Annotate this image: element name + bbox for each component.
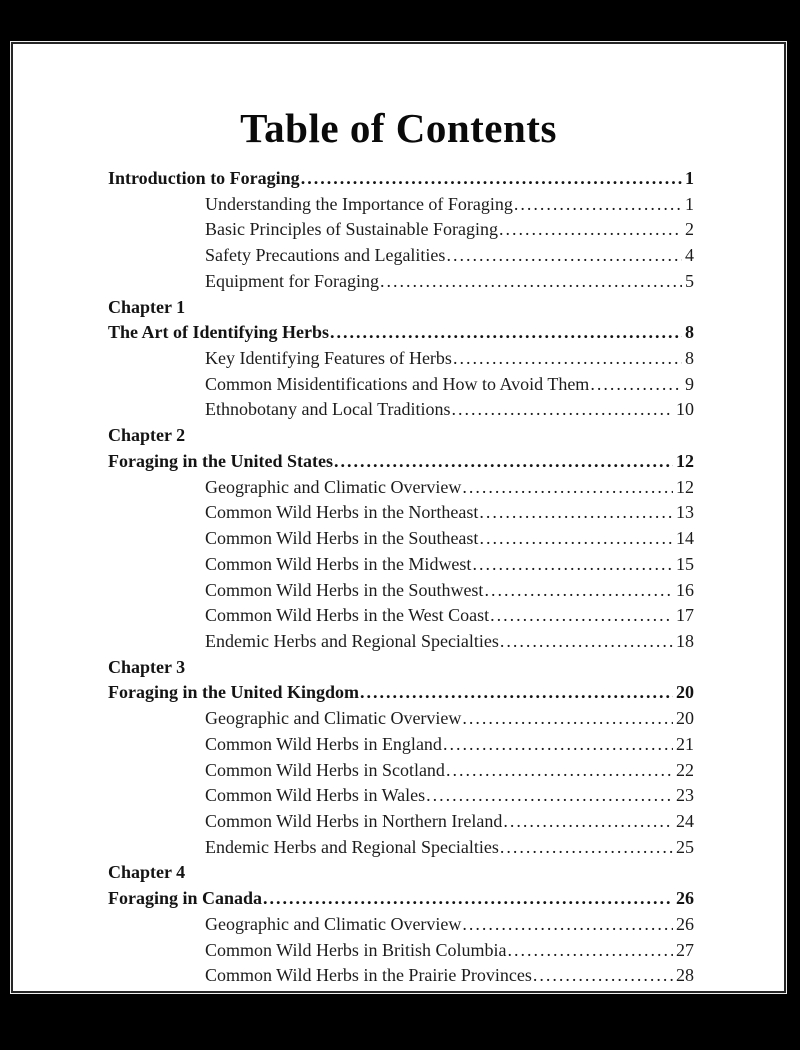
page-title: Table of Contents [240, 105, 557, 152]
toc-entry-label: Equipment for Foraging [205, 270, 379, 291]
toc-entry [108, 192, 694, 218]
toc-dot-leader [507, 938, 673, 964]
toc-entry [108, 629, 694, 655]
toc-entry [108, 372, 694, 398]
toc-dot-leader [533, 963, 673, 989]
toc-dot-leader [499, 217, 682, 243]
toc-dot-leader [472, 552, 673, 578]
toc-entry-label: Geographic and Climatic Overview [205, 913, 462, 934]
toc-entry [108, 886, 694, 912]
toc-entry-label: Common Wild Herbs in Northern Ireland [205, 810, 503, 831]
toc-entry-label: Geographic and Climatic Overview [205, 476, 462, 497]
toc-page-number: 14 [676, 528, 694, 549]
toc-page-number: 20 [676, 682, 694, 703]
toc-entry [108, 320, 694, 346]
toc-entry-label: Geographic and Climatic Overview [205, 708, 462, 729]
toc-entry-label: The Art of Identifying Herbs [108, 322, 330, 343]
toc-dot-leader [443, 732, 673, 758]
toc-entry-label: Ethnobotany and Local Traditions [205, 399, 451, 420]
toc-page-number: 21 [676, 733, 694, 754]
toc-chapter-heading [108, 295, 694, 321]
toc-dot-leader [462, 706, 673, 732]
toc-page-number: 1 [685, 168, 694, 188]
toc-list [108, 166, 694, 989]
toc-dot-leader [360, 680, 673, 706]
toc-entry-label: Endemic Herbs and Regional Specialties [205, 630, 499, 651]
toc-page-number: 22 [676, 759, 694, 780]
toc-entry [108, 346, 694, 372]
toc-entry-label: Common Misidentifications and How to Avoid Them [205, 373, 590, 394]
toc-dot-leader [446, 243, 682, 269]
toc-page-number: 26 [676, 913, 694, 934]
toc-entry [108, 269, 694, 295]
toc-entry [108, 938, 694, 964]
toc-chapter-heading [108, 860, 694, 886]
toc-dot-leader [503, 809, 673, 835]
toc-entry-label: Chapter 4 [108, 862, 186, 883]
toc-entry-label: Chapter 1 [108, 296, 186, 317]
toc-entry-label: Common Wild Herbs in the Southeast [205, 528, 479, 549]
toc-entry [108, 552, 694, 578]
document-page [11, 42, 786, 993]
toc-dot-leader [490, 603, 673, 629]
toc-entry [108, 526, 694, 552]
toc-dot-leader [500, 629, 673, 655]
toc-dot-leader [263, 886, 673, 912]
toc-entry-label: Foraging in the United States [108, 450, 333, 471]
toc-entry [108, 912, 694, 938]
toc-dot-leader [462, 475, 673, 501]
toc-entry [108, 578, 694, 604]
toc-entry-label: Safety Precautions and Legalities [205, 245, 446, 266]
toc-page-number: 20 [676, 708, 694, 729]
toc-entry-label: Basic Principles of Sustainable Foraging [205, 219, 498, 240]
toc-entry [108, 758, 694, 784]
toc-dot-leader [484, 578, 673, 604]
toc-page-number: 12 [676, 476, 694, 497]
toc-entry [108, 835, 694, 861]
toc-dot-leader [479, 526, 673, 552]
toc-entry-label: Common Wild Herbs in the Prairie Provinces [205, 965, 532, 986]
toc-entry-label: Chapter 3 [108, 656, 186, 677]
toc-dot-leader [462, 912, 673, 938]
toc-entry [108, 706, 694, 732]
toc-entry-label: Chapter 2 [108, 425, 186, 446]
toc-entry-label: Common Wild Herbs in Wales [205, 785, 426, 806]
toc-entry [108, 680, 694, 706]
toc-page-number: 8 [685, 322, 694, 343]
toc-entry [108, 603, 694, 629]
toc-entry-label: Common Wild Herbs in England [205, 733, 442, 754]
toc-page-number: 25 [676, 836, 694, 857]
toc-entry [108, 963, 694, 989]
toc-chapter-heading [108, 655, 694, 681]
toc-page-number: 27 [676, 939, 694, 960]
toc-entry-label: Common Wild Herbs in the Northeast [205, 502, 479, 523]
toc-entry-label: Introduction to Foraging [108, 168, 300, 188]
toc-entry-label: Common Wild Herbs in Scotland [205, 759, 445, 780]
toc-dot-leader [590, 372, 682, 398]
toc-dot-leader [330, 320, 682, 346]
toc-entry [108, 166, 694, 192]
toc-page-number: 16 [676, 579, 694, 600]
toc-chapter-heading [108, 423, 694, 449]
toc-entry-label: Common Wild Herbs in the Midwest [205, 553, 472, 574]
toc-entry [108, 449, 694, 475]
toc-dot-leader [446, 758, 673, 784]
toc-page-number: 26 [676, 888, 694, 909]
toc-entry [108, 397, 694, 423]
toc-dot-leader [453, 346, 682, 372]
toc-dot-leader [479, 500, 673, 526]
toc-page-number: 2 [685, 219, 694, 240]
toc-dot-leader [426, 783, 673, 809]
toc-dot-leader [334, 449, 673, 475]
toc-page-number: 28 [676, 965, 694, 986]
toc-page-number: 13 [676, 502, 694, 523]
toc-dot-leader [380, 269, 682, 295]
toc-entry-label: Common Wild Herbs in British Columbia [205, 939, 507, 960]
toc-entry-label: Common Wild Herbs in the Southwest [205, 579, 484, 600]
toc-page-number: 24 [676, 810, 694, 831]
toc-entry-label: Understanding the Importance of Foraging [205, 193, 513, 214]
toc-page-number: 8 [685, 348, 694, 369]
toc-page-number: 12 [676, 450, 694, 471]
toc-page-number: 9 [685, 373, 694, 394]
toc-entry-label: Foraging in the United Kingdom [108, 682, 360, 703]
toc-page-number: 18 [676, 630, 694, 651]
toc-page-number: 5 [685, 270, 694, 291]
toc-entry [108, 217, 694, 243]
toc-entry [108, 809, 694, 835]
toc-entry-label: Key Identifying Features of Herbs [205, 348, 452, 369]
toc-entry [108, 783, 694, 809]
toc-page-number: 4 [685, 245, 694, 266]
toc-page-number: 15 [676, 553, 694, 574]
toc-page-number: 23 [676, 785, 694, 806]
toc-page-number: 1 [685, 193, 694, 214]
toc-page-number: 10 [676, 399, 694, 420]
toc-entry-label: Common Wild Herbs in the West Coast [205, 605, 490, 626]
toc-dot-leader [500, 835, 673, 861]
toc-page-number: 17 [676, 605, 694, 626]
toc-entry-label: Foraging in Canada [108, 888, 263, 909]
toc-entry [108, 243, 694, 269]
toc-entry [108, 475, 694, 501]
toc-entry [108, 500, 694, 526]
toc-entry-label: Endemic Herbs and Regional Specialties [205, 836, 499, 857]
toc-dot-leader [514, 192, 682, 218]
toc-entry [108, 732, 694, 758]
toc-dot-leader [301, 166, 682, 192]
toc-dot-leader [451, 397, 673, 423]
